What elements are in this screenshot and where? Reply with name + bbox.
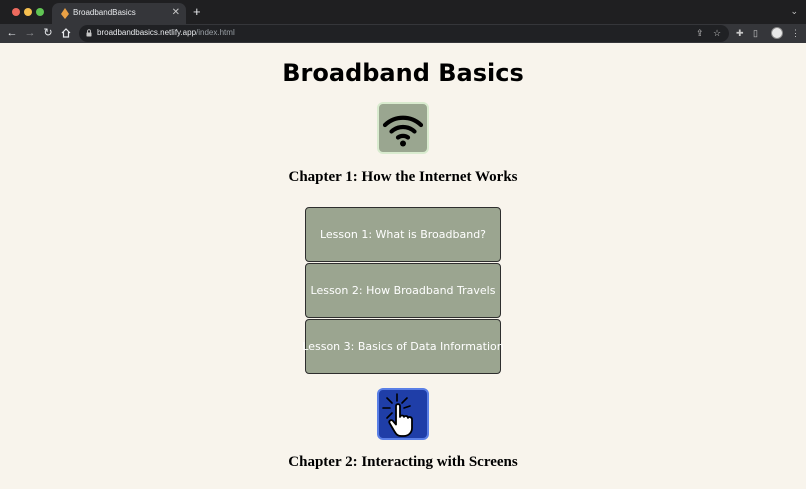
chapter-2-heading: Chapter 2: Interacting with Screens <box>288 454 518 470</box>
page-title: Broadband Basics <box>282 59 524 87</box>
maximize-window-button[interactable] <box>36 8 44 16</box>
lesson-1-button[interactable]: Lesson 1: What is Broadband? <box>305 207 501 262</box>
wifi-icon <box>379 104 427 152</box>
favicon-icon <box>60 8 70 19</box>
tab-close-icon[interactable]: ✕ <box>171 7 180 18</box>
touch-icon <box>379 390 427 438</box>
lesson-2-button[interactable]: Lesson 2: How Broadband Travels <box>305 263 501 318</box>
kebab-menu-icon[interactable]: ⋮ <box>791 28 800 38</box>
lock-icon <box>86 29 92 37</box>
share-icon[interactable]: ⇪ <box>696 28 704 38</box>
new-tab-button[interactable]: + <box>193 4 201 19</box>
address-bar[interactable] <box>79 25 729 42</box>
browser-tab[interactable] <box>52 3 186 24</box>
arrow-right-icon[interactable]: → <box>24 27 36 39</box>
home-icon[interactable] <box>59 26 73 40</box>
star-icon[interactable]: ☆ <box>713 28 722 38</box>
page-content <box>0 43 806 489</box>
tab-title: BroadbandBasics <box>73 8 136 17</box>
reload-icon[interactable]: ↻ <box>43 27 53 39</box>
chapter-1-heading: Chapter 1: How the Internet Works <box>288 169 518 185</box>
chapter-1-icon-tile[interactable] <box>377 102 429 154</box>
tab-strip <box>0 0 806 24</box>
minimize-window-button[interactable] <box>24 8 32 16</box>
url-text: broadbandbasics.netlify.app/index.html <box>97 28 235 37</box>
lesson-3-button[interactable]: Lesson 3: Basics of Data Information <box>305 319 501 374</box>
puzzle-icon[interactable]: ✚ <box>736 28 744 38</box>
chapter-2-icon-tile[interactable] <box>377 388 429 440</box>
close-window-button[interactable] <box>12 8 20 16</box>
side-panel-icon[interactable]: ▯ <box>753 28 758 38</box>
browser-toolbar <box>0 24 806 43</box>
tab-search-icon[interactable]: ⌄ <box>790 6 798 16</box>
arrow-left-icon[interactable]: ← <box>6 27 18 39</box>
avatar[interactable] <box>771 27 783 39</box>
